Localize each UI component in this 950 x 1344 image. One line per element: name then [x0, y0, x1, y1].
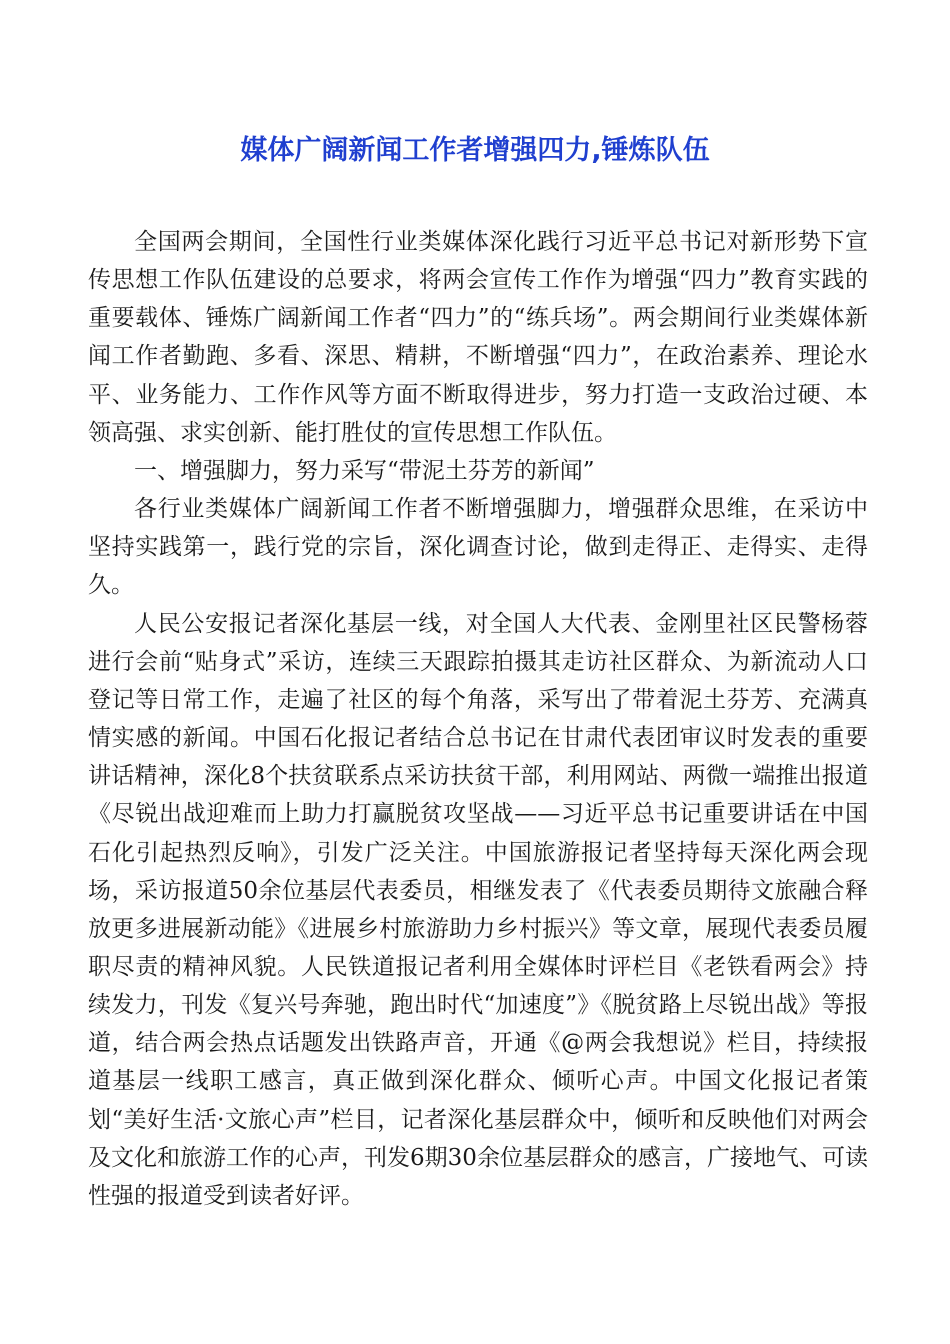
- document-title: 媒体广阔新闻工作者增强四力,锤炼队伍: [240, 135, 710, 166]
- examples-paragraph: 人民公安报记者深化基层一线，对全国人大代表、金刚里社区民警杨蓉进行会前“贴身式”采访，连续三天跟踪拍摄其走访社区群众、为新流动人口登记等日常工作，走遍了社区的每个角落，采写出了带着泥土芬芳、充满真情实感的新闻。中国石化报记者结合总书记在甘肃代表团审议时发表的重要讲话精神，深化8个扶贫联系点采访扶贫干部，利用网站、两微一端推出报道《尽锐出战迎难而上助力打赢脱贫攻坚战——习近平总书记重要讲话在中国石化引起热烈反响》，引发广泛关注。中国旅游报记者坚持每天深化两会现场，采访报道50余位基层代表委员，相继发表了《代表委员期待文旅融合释放更多进展新动能》《进展乡村旅游助力乡村振兴》等文章，展现代表委员履职尽责的精神风貌。人民铁道报记者利用全媒体时评栏目《老铁看两会》持续发力，刊发《复兴号奔驰，跑出时代“加速度”》《脱贫路上尽锐出战》等报道，结合两会热点话题发出铁路声音，开通《@两会我想说》栏目，持续报道基层一线职工感言，真正做到深化群众、倾听心声。中国文化报记者策划“美好生活·文旅心声”栏目，记者深化基层群众中，倾听和反映他们对两会及文化和旅游工作的心声，刊发6期30余位基层群众的感言，广接地气、可读性强的报道受到读者好评。: [88, 610, 868, 1209]
- intro-paragraph: 全国两会期间，全国性行业类媒体深化践行习近平总书记对新形势下宣传思想工作队伍建设的总要求，将两会宣传工作作为增强“四力”教育实践的重要载体、锤炼广阔新闻工作者“四力”的“练兵场”。两会期间行业类媒体新闻工作者勤跑、多看、深思、精耕，不断增强“四力”，在政治素养、理论水平、业务能力、工作作风等方面不断取得进步，努力打造一支政治过硬、本领高强、求实创新、能打胜仗的宣传思想工作队伍。: [88, 229, 868, 446]
- document-body: [88, 223, 868, 1215]
- section-summary-paragraph: 各行业类媒体广阔新闻工作者不断增强脚力，增强群众思维，在采访中坚持实践第一，践行党的宗旨，深化调查讨论，做到走得正、走得实、走得久。: [88, 496, 868, 599]
- section-heading: 一、增强脚力，努力采写“带泥土芬芳的新闻”: [134, 457, 595, 484]
